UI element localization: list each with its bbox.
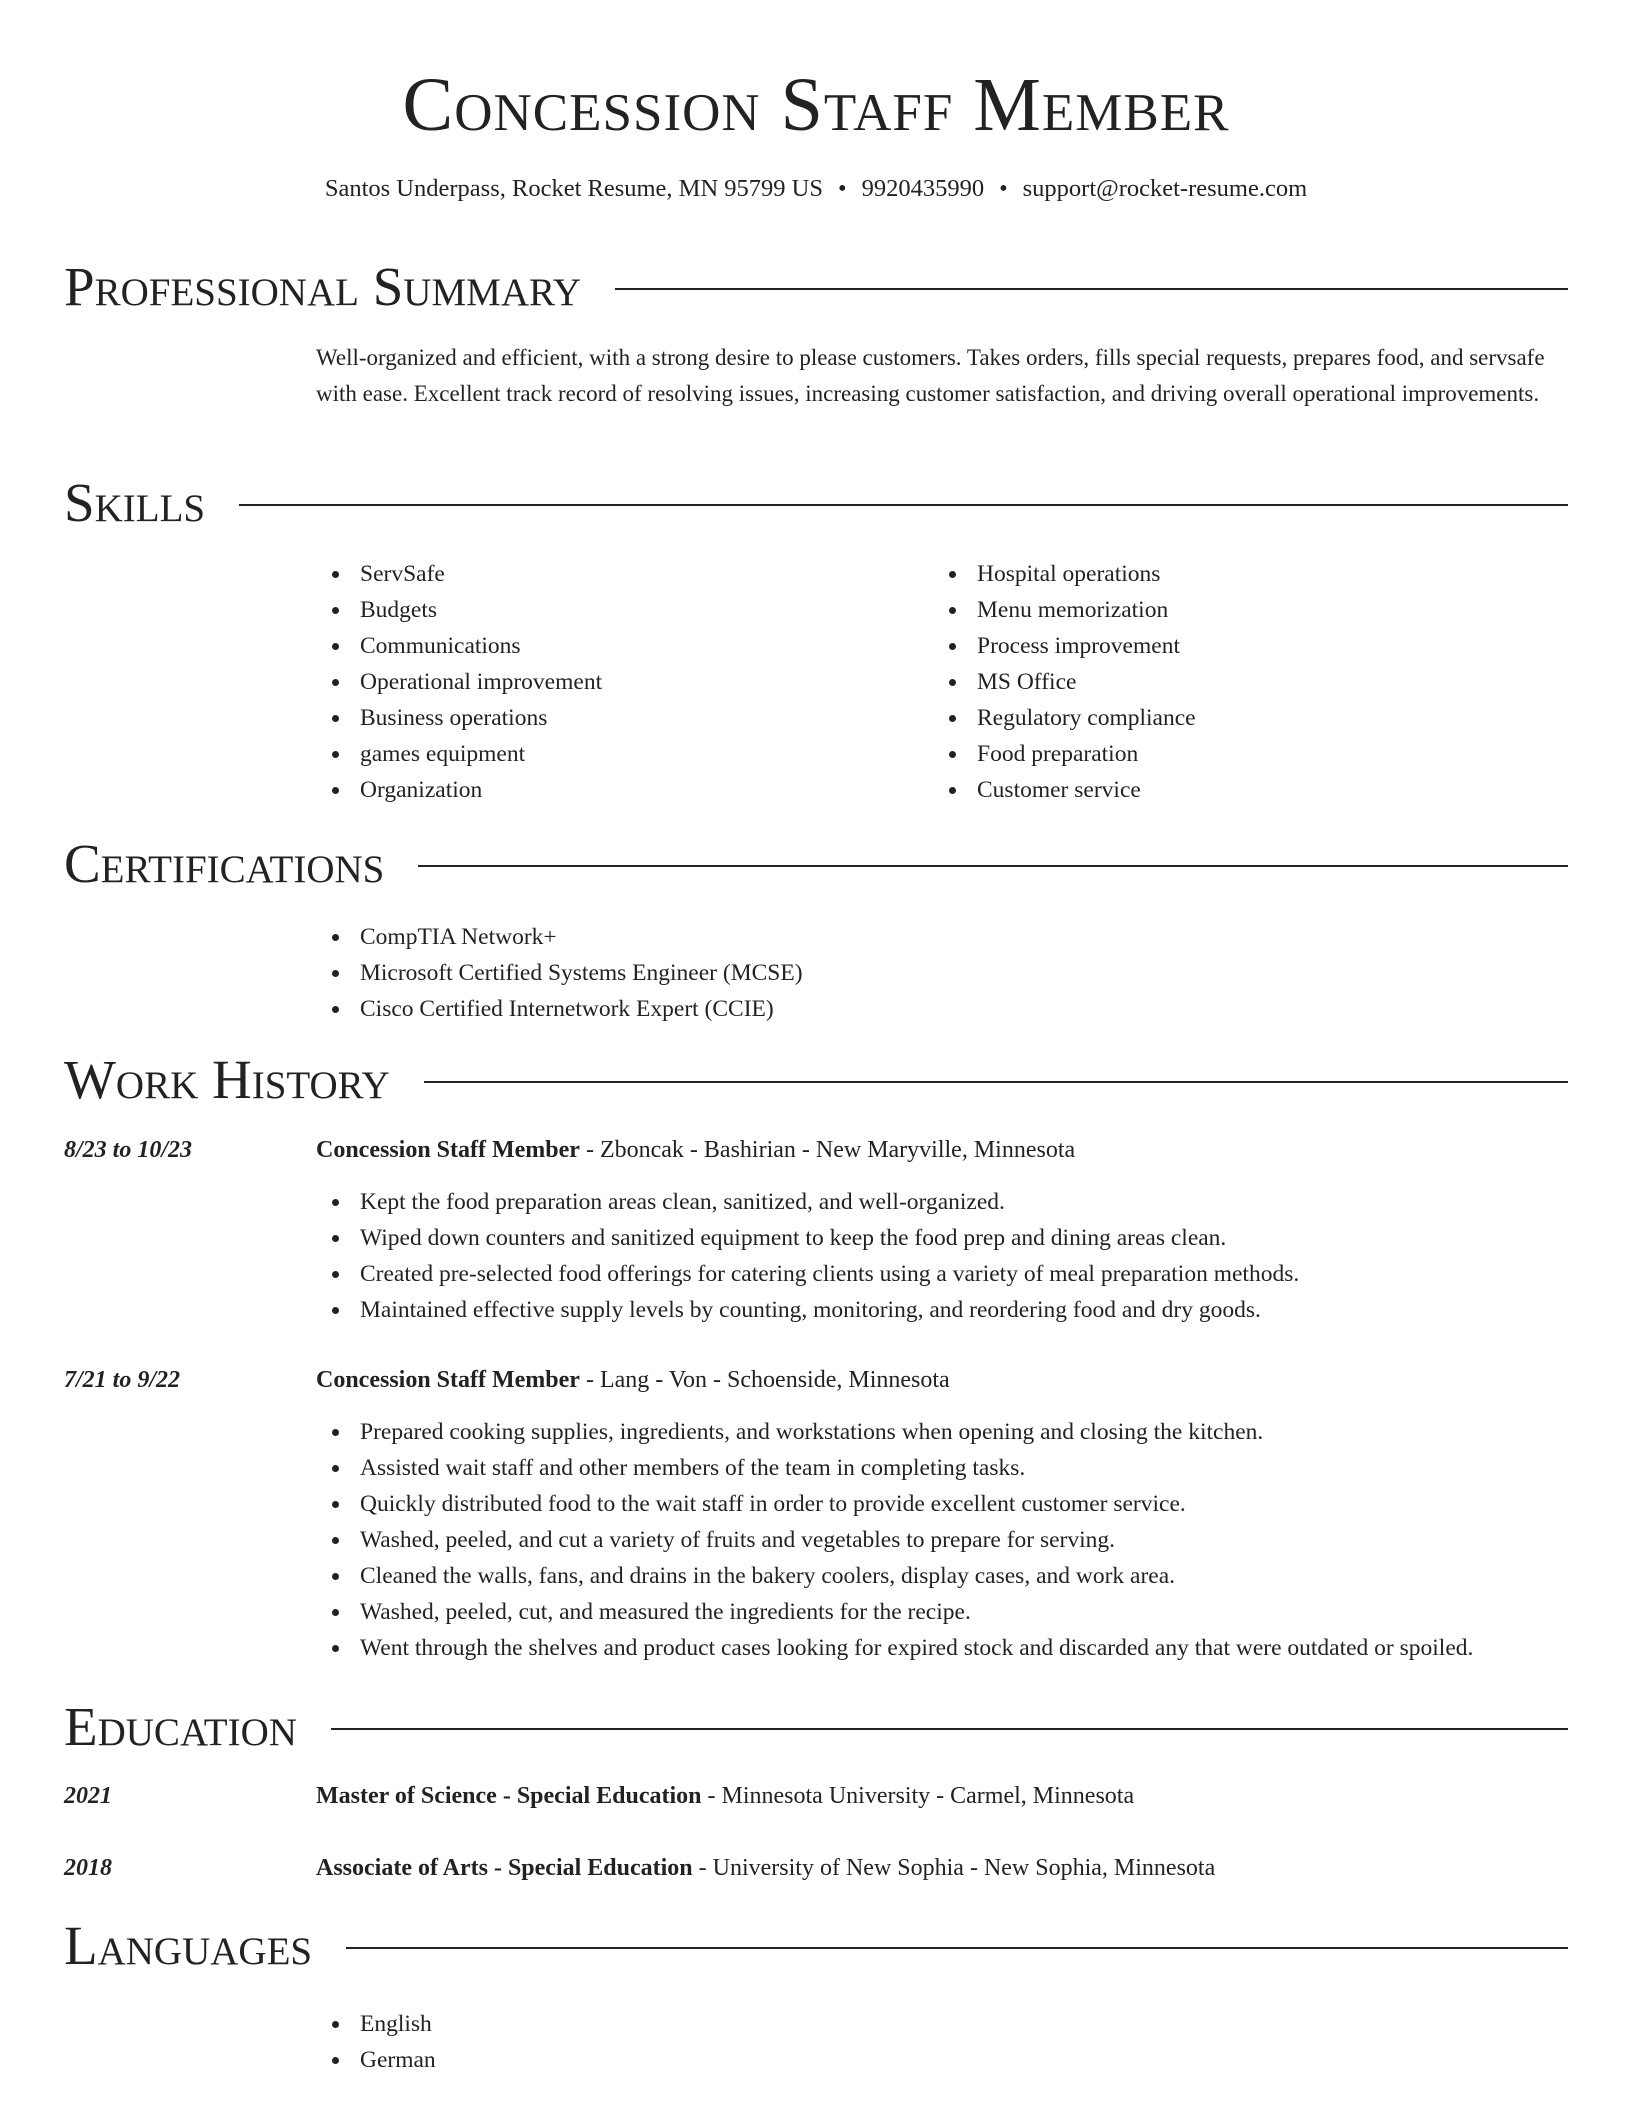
certification-item: CompTIA Network+ bbox=[316, 919, 1416, 955]
section-title-work: Work History bbox=[64, 1049, 390, 1110]
job-bullets bbox=[316, 1414, 1576, 1666]
skill-item: Business operations bbox=[316, 700, 876, 736]
education-heading bbox=[316, 1778, 1134, 1814]
section-title-languages: Languages bbox=[64, 1915, 313, 1976]
certifications-list bbox=[316, 919, 1416, 1027]
education-degree: Master of Science - Special Education bbox=[316, 1783, 702, 1809]
education-year: 2021 bbox=[64, 1783, 112, 1809]
contact-line bbox=[0, 172, 1632, 206]
job-bullet: Prepared cooking supplies, ingredients, and workstations when opening and closing the kitchen. bbox=[316, 1414, 1576, 1450]
language-item: English bbox=[316, 2006, 916, 2042]
skill-item: Operational improvement bbox=[316, 664, 876, 700]
section-divider bbox=[331, 1728, 1568, 1730]
job-bullet: Washed, peeled, cut, and measured the ingredients for the recipe. bbox=[316, 1594, 1576, 1630]
languages-list bbox=[316, 2006, 916, 2078]
skill-item: games equipment bbox=[316, 736, 876, 772]
job-heading bbox=[316, 1362, 950, 1398]
section-header-certifications bbox=[64, 832, 1568, 896]
skill-item: Customer service bbox=[933, 772, 1533, 808]
education-degree: Associate of Arts - Special Education bbox=[316, 1855, 693, 1881]
skill-item: ServSafe bbox=[316, 556, 876, 592]
skill-item: Menu memorization bbox=[933, 592, 1533, 628]
job-bullets bbox=[316, 1184, 1576, 1328]
language-item: German bbox=[316, 2042, 916, 2078]
section-header-skills bbox=[64, 471, 1568, 535]
skill-item: MS Office bbox=[933, 664, 1533, 700]
skill-item: Regulatory compliance bbox=[933, 700, 1533, 736]
section-divider bbox=[418, 865, 1568, 867]
job-bullet: Kept the food preparation areas clean, sanitized, and well-organized. bbox=[316, 1184, 1576, 1220]
education-heading bbox=[316, 1850, 1215, 1886]
section-title-skills: Skills bbox=[64, 472, 206, 533]
skill-item: Organization bbox=[316, 772, 876, 808]
job-title: Concession Staff Member bbox=[316, 1137, 580, 1163]
skills-list-right bbox=[933, 556, 1533, 808]
job-details: - Lang - Von - Schoenside, Minnesota bbox=[579, 1367, 950, 1393]
skill-item: Budgets bbox=[316, 592, 876, 628]
section-title-certifications: Certifications bbox=[64, 833, 385, 894]
section-title-education: Education bbox=[64, 1696, 297, 1757]
job-bullet: Washed, peeled, and cut a variety of fruits and vegetables to prepare for serving. bbox=[316, 1522, 1576, 1558]
job-dates: 8/23 to 10/23 bbox=[64, 1137, 193, 1163]
job-dates: 7/21 to 9/22 bbox=[64, 1367, 181, 1393]
education-details: - University of New Sophia - New Sophia, Minnesota bbox=[692, 1855, 1216, 1881]
section-header-education bbox=[64, 1695, 1568, 1759]
education-details: - Minnesota University - Carmel, Minnesota bbox=[701, 1783, 1135, 1809]
section-divider bbox=[424, 1081, 1568, 1083]
section-title-summary: Professional Summary bbox=[64, 256, 582, 317]
job-bullet: Quickly distributed food to the wait staff in order to provide excellent customer service. bbox=[316, 1486, 1576, 1522]
skill-item: Communications bbox=[316, 628, 876, 664]
section-header-work bbox=[64, 1048, 1568, 1112]
section-header-languages bbox=[64, 1914, 1568, 1978]
skill-item: Process improvement bbox=[933, 628, 1533, 664]
job-bullet: Maintained effective supply levels by counting, monitoring, and reordering food and dry goods. bbox=[316, 1292, 1576, 1328]
skill-item: Food preparation bbox=[933, 736, 1533, 772]
contact-phone: 9920435990 bbox=[861, 175, 985, 202]
certification-item: Microsoft Certified Systems Engineer (MCSE) bbox=[316, 955, 1416, 991]
contact-address: Santos Underpass, Rocket Resume, MN 95799 US bbox=[324, 175, 823, 202]
section-header-summary bbox=[64, 255, 1568, 319]
section-divider bbox=[615, 288, 1568, 290]
section-divider bbox=[239, 504, 1568, 506]
job-bullet: Wiped down counters and sanitized equipment to keep the food prep and dining areas clean. bbox=[316, 1220, 1576, 1256]
education-year: 2018 bbox=[64, 1855, 112, 1881]
skill-item: Hospital operations bbox=[933, 556, 1533, 592]
job-bullet: Went through the shelves and product cases looking for expired stock and discarded any that were outdated or spoiled. bbox=[316, 1630, 1576, 1666]
candidate-name: Concession Staff Member bbox=[402, 63, 1230, 147]
certification-item: Cisco Certified Internetwork Expert (CCIE) bbox=[316, 991, 1416, 1027]
contact-separator: • bbox=[837, 175, 847, 202]
job-bullet: Created pre-selected food offerings for catering clients using a variety of meal preparation methods. bbox=[316, 1256, 1576, 1292]
job-details: - Zboncak - Bashirian - New Maryville, Minnesota bbox=[579, 1137, 1076, 1163]
contact-separator: • bbox=[999, 175, 1008, 202]
summary-text: Well-organized and efficient, with a strong desire to please customers. Takes orders, fills special requests, prepares food, and servsafe with ease. Excellent track record of resolving issues, increasing customer satisfaction, and driving overall operational improvements. bbox=[316, 345, 1545, 406]
contact-email: support@rocket-resume.com bbox=[1022, 175, 1308, 202]
job-heading bbox=[316, 1132, 1075, 1168]
section-divider bbox=[346, 1947, 1568, 1949]
job-title: Concession Staff Member bbox=[316, 1367, 580, 1393]
skills-list-left bbox=[316, 556, 876, 808]
job-bullet: Cleaned the walls, fans, and drains in the bakery coolers, display cases, and work area. bbox=[316, 1558, 1576, 1594]
job-bullet: Assisted wait staff and other members of the team in completing tasks. bbox=[316, 1450, 1576, 1486]
